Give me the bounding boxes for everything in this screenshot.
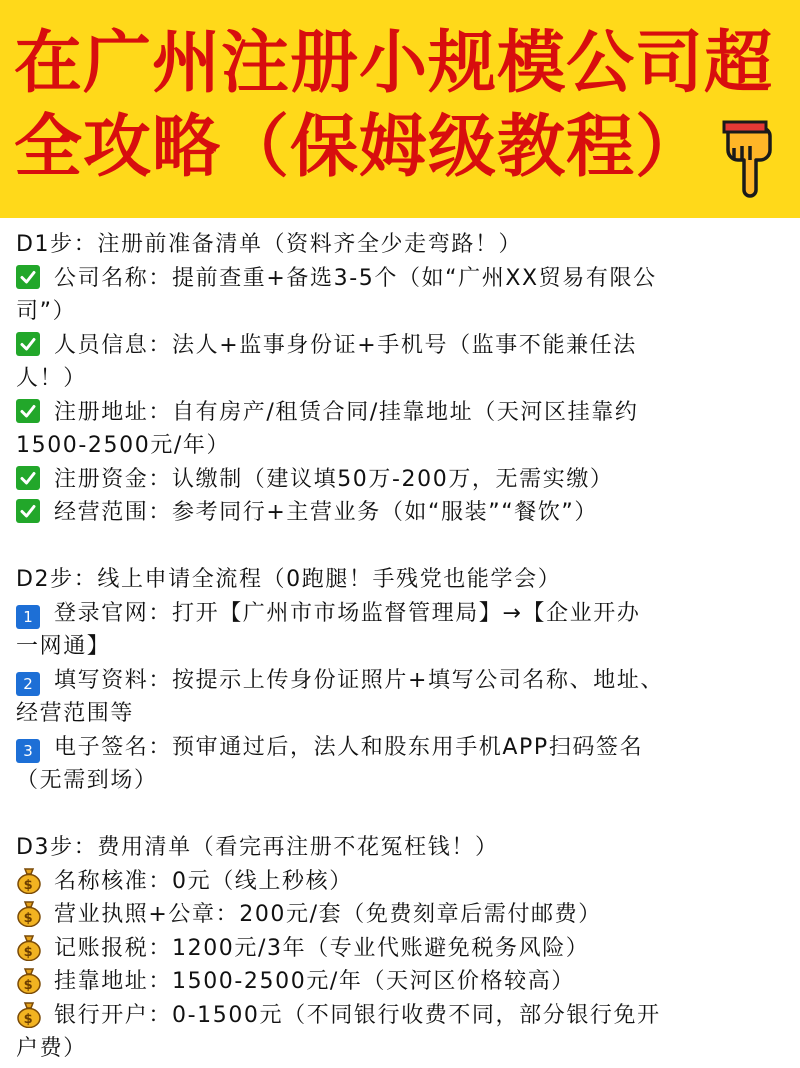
line-text: 经营范围等 [16, 701, 135, 726]
content-line [16, 262, 800, 296]
line-text: 名称核准：0元（线上秒核） [54, 868, 353, 894]
content-line [16, 932, 800, 966]
content-line [16, 329, 800, 363]
content-line [16, 764, 800, 798]
content-line [16, 630, 800, 664]
line-text: 司”） [16, 299, 77, 324]
content-line [16, 965, 800, 999]
content-line [16, 597, 800, 631]
line-text: 公司名称：提前查重+备选3-5个（如“广州XX贸易有限公 [54, 265, 657, 291]
check-icon [16, 265, 40, 289]
line-text: 一网通】 [16, 634, 111, 659]
svg-text:$: $ [23, 911, 35, 926]
check-icon [16, 332, 40, 356]
content-line [16, 362, 800, 396]
line-text: 营业执照+公章：200元/套（免费刻章后需付邮费） [54, 902, 602, 927]
line-text: 填写资料：按提示上传身份证照片+填写公司名称、地址、 [54, 667, 665, 693]
content-line [16, 731, 800, 765]
money-bag-icon [16, 966, 42, 994]
number-2-icon: 2 [16, 672, 40, 696]
line-text: 电子签名：预审通过后，法人和股东用手机APP扫码签名 [54, 734, 644, 760]
content-line [16, 664, 800, 698]
line-text: 人！） [16, 366, 87, 391]
line-text: 人员信息：法人+监事身份证+手机号（监事不能兼任法 [54, 332, 637, 358]
content-line [16, 496, 800, 530]
line-text: 记账报税：1200元/3年（专业代账避免税务风险） [54, 935, 590, 961]
content-line [16, 898, 800, 932]
line-text: 户费） [16, 1036, 87, 1061]
money-bag-icon [16, 1000, 42, 1028]
number-3-icon: 3 [16, 739, 40, 763]
line-text: 登录官网：打开【广州市市场监督管理局】→【企业开办 [54, 600, 641, 626]
guide-content [0, 218, 800, 1066]
svg-text:$: $ [23, 877, 35, 893]
check-icon [16, 399, 40, 423]
page-title-line-2: 全攻略（保姆级教程） [14, 108, 705, 187]
section-spacer [16, 530, 800, 564]
line-text: 注册地址：自有房产/租赁合同/挂靠地址（天河区挂靠约 [54, 399, 639, 425]
pointing-down-hand-icon [718, 120, 782, 200]
line-text: （无需到场） [16, 768, 158, 793]
check-icon [16, 466, 40, 490]
content-line [16, 463, 800, 497]
title-banner [0, 0, 800, 218]
page-title-line-1: 在广州注册小规模公司超 [14, 24, 774, 103]
line-text: 银行开户：0-1500元（不同银行收费不同，部分银行免开 [54, 1002, 661, 1028]
line-text: 挂靠地址：1500-2500元/年（天河区价格较高） [54, 969, 575, 994]
section-spacer [16, 798, 800, 832]
content-line [16, 228, 800, 262]
number-1-icon: 1 [16, 605, 40, 629]
money-bag-icon [16, 933, 42, 961]
content-line [16, 697, 800, 731]
content-line [16, 831, 800, 865]
content-line [16, 999, 800, 1033]
line-text: 注册资金：认缴制（建议填50万-200万，无需实缴） [54, 466, 614, 492]
line-text: D1步：注册前准备清单（资料齐全少走弯路！） [16, 232, 523, 257]
line-text: D3步：费用清单（看完再注册不花冤枉钱！） [16, 835, 499, 860]
content-line [16, 865, 800, 899]
line-text: D2步：线上申请全流程（0跑腿！手残党也能学会） [16, 567, 562, 592]
check-icon [16, 499, 40, 523]
svg-text:$: $ [23, 978, 35, 993]
content-line [16, 295, 800, 329]
line-text: 经营范围：参考同行+主营业务（如“服装”“餐饮”） [54, 500, 599, 525]
svg-text:$: $ [23, 944, 35, 960]
content-line [16, 396, 800, 430]
money-bag-icon [16, 899, 42, 927]
content-line [16, 1032, 800, 1066]
money-bag-icon [16, 866, 42, 894]
content-line [16, 429, 800, 463]
svg-text:$: $ [23, 1011, 35, 1027]
line-text: 1500-2500元/年） [16, 433, 231, 458]
content-line [16, 563, 800, 597]
